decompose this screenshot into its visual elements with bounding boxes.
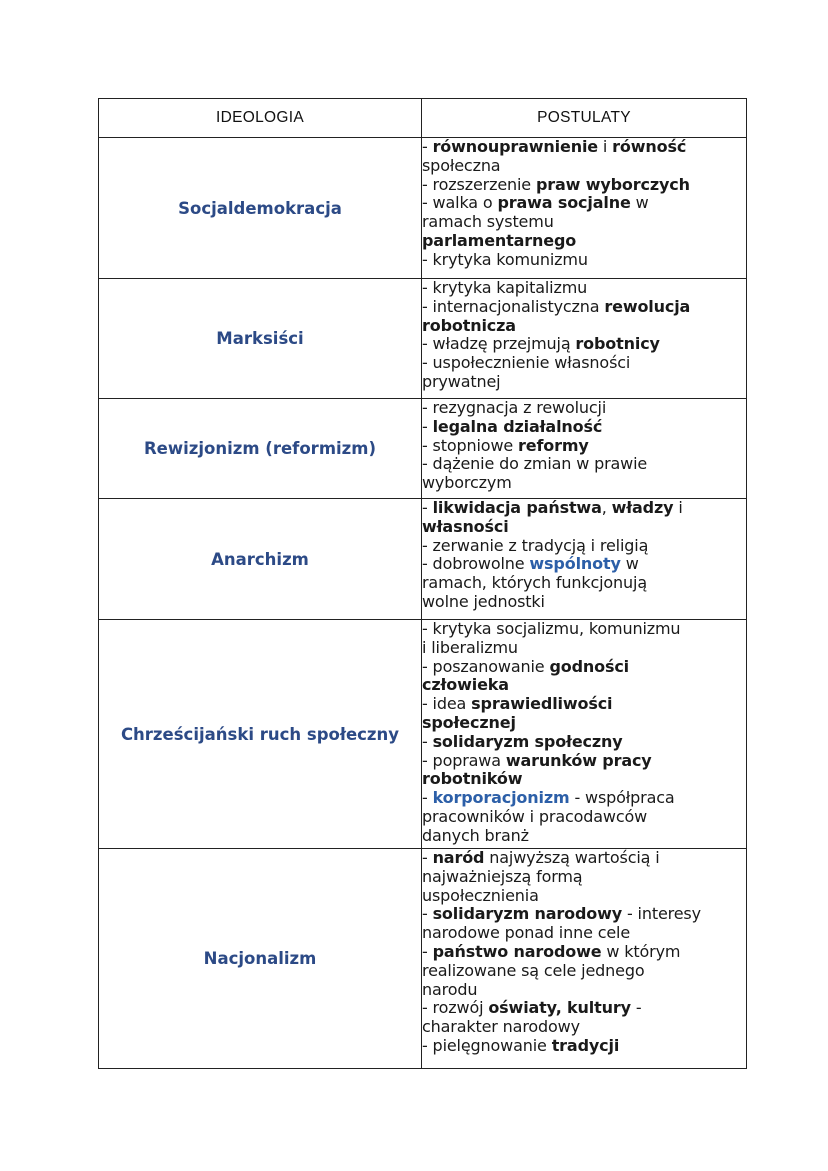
postulate-line [422, 752, 746, 771]
highlight-term: korporacjonizm [432, 788, 570, 808]
key-term: robotników [422, 769, 523, 789]
postulate-line [422, 827, 746, 846]
postulate-text: - [630, 998, 642, 1018]
postulate-line [422, 714, 746, 733]
postulate-line [422, 808, 746, 827]
header-ideology: IDEOLOGIA [99, 99, 422, 138]
postulate-text: - [422, 941, 433, 961]
postulate-text: ramach systemu [422, 212, 554, 232]
postulate-text: - idea [422, 694, 472, 714]
postulate-line [422, 733, 746, 752]
postulate-text: - uspołecznienie własności [422, 353, 631, 373]
header-row [99, 99, 747, 138]
postulate-line [422, 924, 746, 943]
key-term: godności [549, 656, 630, 676]
table-row [99, 620, 747, 849]
highlight-term: wspólnoty [529, 554, 621, 574]
postulate-text: narodu [422, 979, 478, 999]
postulate-line [422, 354, 746, 373]
postulate-text: - [422, 731, 433, 751]
postulate-text: narodowe ponad inne cele [422, 923, 631, 943]
postulate-text: - poszanowanie [422, 656, 550, 676]
key-term: robotnicy [575, 334, 660, 354]
postulate-line [422, 695, 746, 714]
postulate-text: - rozszerzenie [422, 174, 536, 194]
postulate-text: uspołecznienia [422, 885, 539, 905]
postulate-text: - dobrowolne [422, 554, 530, 574]
postulate-line [422, 138, 746, 157]
postulate-line [422, 658, 746, 677]
postulate-text: ramach, których funkcjonują [422, 573, 647, 593]
key-term: człowieka [422, 675, 509, 695]
postulate-text: - [422, 137, 433, 156]
table-row [99, 138, 747, 279]
postulate-text: - [422, 904, 433, 924]
key-term: likwidacja państwa [432, 498, 602, 517]
postulate-text: najważniejszą formą [422, 866, 583, 886]
postulate-text: - [422, 498, 433, 517]
postulate-text: - [422, 788, 433, 808]
key-term: państwo narodowe [432, 941, 602, 961]
key-term: oświaty, kultury [488, 998, 631, 1018]
ideology-name: Nacjonalizm [99, 849, 422, 1069]
postulate-line [422, 620, 746, 639]
key-term: równouprawnienie [432, 137, 598, 156]
postulate-text: i [673, 498, 683, 517]
table-row [99, 849, 747, 1069]
key-term: legalna działalność [432, 416, 603, 436]
postulate-line [422, 868, 746, 887]
postulate-text: - krytyka socjalizmu, komunizmu [422, 619, 681, 638]
key-term: solidaryzm narodowy [432, 904, 623, 924]
postulate-line [422, 555, 746, 574]
postulate-line [422, 399, 746, 418]
postulates-cell [422, 849, 747, 1069]
key-term: prawa socjalne [497, 193, 631, 213]
postulate-text: - władzę przejmują [422, 334, 576, 354]
postulate-line [422, 789, 746, 808]
postulate-text: - poprawa [422, 750, 506, 770]
postulate-text: i [597, 137, 613, 156]
postulate-text: prywatnej [422, 371, 501, 391]
postulates-cell [422, 138, 747, 279]
postulate-line [422, 905, 746, 924]
postulate-text: i liberalizmu [422, 637, 518, 657]
key-term: sprawiedliwości [471, 694, 613, 714]
postulate-line [422, 537, 746, 556]
key-term: reformy [518, 435, 589, 455]
ideology-name: Socjaldemokracja [99, 138, 422, 279]
postulates-cell [422, 399, 747, 499]
postulate-text: - interesy [622, 904, 701, 924]
postulate-line [422, 279, 746, 298]
postulate-line [422, 335, 746, 354]
key-term: władzy [611, 498, 674, 517]
header-postulates: POSTULATY [422, 99, 747, 138]
postulate-text: - walka o [422, 193, 498, 213]
postulate-text: - krytyka komunizmu [422, 249, 588, 269]
key-term: praw wyborczych [535, 174, 690, 194]
postulates-cell [422, 499, 747, 620]
postulate-line [422, 232, 746, 251]
table-row [99, 279, 747, 399]
key-term: robotnicza [422, 315, 516, 335]
postulate-text: , [601, 498, 612, 517]
postulate-text: - dążenie do zmian w prawie [422, 454, 648, 474]
postulate-text: w którym [601, 941, 681, 961]
ideology-name: Anarchizm [99, 499, 422, 620]
postulate-line [422, 981, 746, 1000]
ideology-name: Rewizjonizm (reformizm) [99, 399, 422, 499]
postulate-line [422, 176, 746, 195]
postulate-line [422, 194, 746, 213]
postulate-line [422, 943, 746, 962]
key-term: własności [422, 516, 509, 536]
postulate-line [422, 373, 746, 392]
key-term: tradycji [551, 1035, 620, 1055]
postulate-line [422, 1037, 746, 1056]
postulate-text: - zerwanie z tradycją i religią [422, 535, 649, 555]
postulate-line [422, 639, 746, 658]
key-term: solidaryzm społeczny [432, 731, 623, 751]
postulate-text: - współpraca [569, 788, 675, 808]
key-term: równość [612, 137, 687, 156]
postulate-text: wolne jednostki [422, 591, 545, 611]
key-term: naród [432, 848, 485, 867]
postulate-line [422, 474, 746, 493]
postulate-line [422, 251, 746, 270]
postulate-line [422, 887, 746, 906]
postulate-text: - [422, 848, 433, 867]
postulate-text: charakter narodowy [422, 1017, 580, 1037]
postulate-line [422, 849, 746, 868]
postulate-line [422, 455, 746, 474]
key-term: rewolucja [604, 296, 691, 316]
postulate-line [422, 770, 746, 789]
postulate-text: - internacjonalistyczna [422, 296, 605, 316]
postulate-line [422, 157, 746, 176]
postulate-text: - pielęgnowanie [422, 1035, 552, 1055]
postulate-line [422, 999, 746, 1018]
key-term: społecznej [422, 712, 516, 732]
postulate-line [422, 518, 746, 537]
postulate-text: w [630, 193, 649, 213]
postulate-text: - rezygnacja z rewolucji [422, 398, 607, 417]
postulate-text: danych branż [422, 825, 529, 845]
postulate-text: wyborczym [422, 473, 512, 493]
postulate-line [422, 499, 746, 518]
table-row [99, 399, 747, 499]
postulate-line [422, 1018, 746, 1037]
key-term: warunków pracy [505, 750, 652, 770]
ideology-table [98, 98, 747, 1069]
postulate-text: społeczna [422, 155, 501, 175]
postulates-cell [422, 620, 747, 849]
postulate-line [422, 593, 746, 612]
postulate-text: - krytyka kapitalizmu [422, 278, 588, 297]
postulate-text: - rozwój [422, 998, 489, 1018]
table-row [99, 499, 747, 620]
postulate-line [422, 676, 746, 695]
ideology-name: Chrześcijański ruch społeczny [99, 620, 422, 849]
postulate-text: - stopniowe [422, 435, 519, 455]
postulates-cell [422, 279, 747, 399]
ideology-name: Marksiści [99, 279, 422, 399]
postulate-text: pracowników i pracodawców [422, 806, 648, 826]
postulate-text: realizowane są cele jednego [422, 960, 645, 980]
postulate-text: - [422, 416, 433, 436]
postulate-text: w [620, 554, 639, 574]
postulate-line [422, 418, 746, 437]
postulate-line [422, 298, 746, 317]
postulate-line [422, 437, 746, 456]
postulate-text: najwyższą wartością i [484, 848, 660, 867]
key-term: parlamentarnego [422, 230, 577, 250]
postulate-line [422, 962, 746, 981]
postulate-line [422, 317, 746, 336]
postulate-line [422, 213, 746, 232]
postulate-line [422, 574, 746, 593]
